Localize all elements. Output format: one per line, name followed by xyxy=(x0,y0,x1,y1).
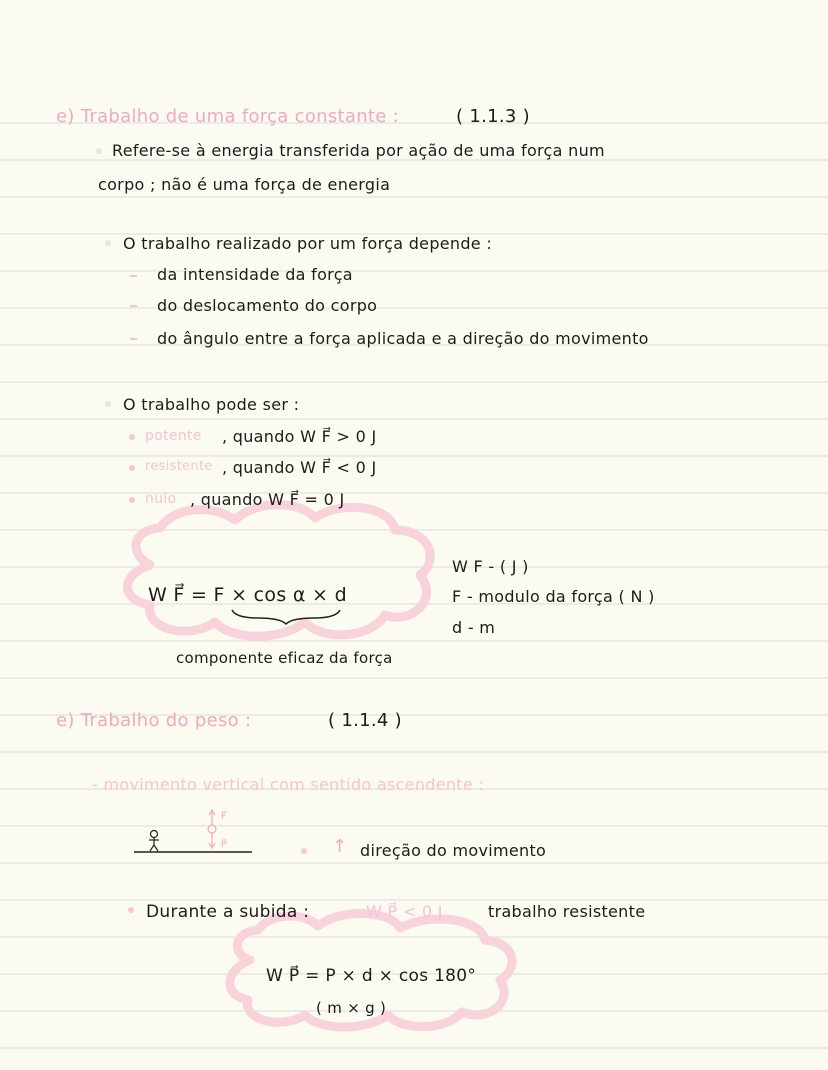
legend-line-2: F - modulo da força ( N ) xyxy=(452,587,655,606)
bullet-dot xyxy=(129,434,135,440)
can-be-text-3: , quando W F⃗ = 0 J xyxy=(190,490,345,509)
can-be-term-1: potente xyxy=(145,428,202,444)
bullet-dot xyxy=(301,848,307,854)
intro-line-1: Refere-se à energia transferida por ação de uma força num xyxy=(112,141,605,160)
stick-figure-sketch xyxy=(130,806,260,858)
weight-label: P⃗ xyxy=(221,840,227,850)
can-be-title: O trabalho pode ser : xyxy=(123,395,300,414)
depends-title: O trabalho realizado por um força depende : xyxy=(123,234,493,253)
dash-marker xyxy=(130,305,137,307)
section2-heading: e) Trabalho do peso : xyxy=(56,710,252,731)
depends-item-3: do ângulo entre a força aplicada e a direção do movimento xyxy=(157,329,649,348)
during-condition: W P⃗ < 0 J xyxy=(366,902,443,921)
can-be-text-1: , quando W F⃗ > 0 J xyxy=(222,427,377,446)
section2-ref: ( 1.1.4 ) xyxy=(328,710,402,731)
force-label: F⃗ xyxy=(221,812,227,822)
bullet-dot xyxy=(128,907,134,913)
can-be-text-2: , quando W F⃗ < 0 J xyxy=(222,458,377,477)
can-be-term-2: resistente xyxy=(145,459,213,474)
depends-item-1: da intensidade da força xyxy=(157,265,353,284)
during-title: Durante a subida : xyxy=(146,902,310,922)
dash-marker xyxy=(130,338,137,340)
formula-weight-note: ( m × g ) xyxy=(316,999,387,1017)
formula-weight: W P⃗ = P × d × cos 180° xyxy=(266,966,477,986)
legend-line-1: W F - ( J ) xyxy=(452,557,529,576)
formula-note: componente eficaz da força xyxy=(176,649,393,667)
bullet-dot xyxy=(129,497,135,503)
can-be-term-3: nulo xyxy=(145,491,177,507)
during-result: trabalho resistente xyxy=(488,902,646,921)
section1-heading: e) Trabalho de uma força constante : xyxy=(56,106,400,127)
dash-marker xyxy=(130,275,137,277)
direction-text: direção do movimento xyxy=(360,841,547,860)
formula-work: W F⃗ = F × cos α × d xyxy=(148,584,347,606)
intro-line-2: corpo ; não é uma força de energia xyxy=(98,175,391,194)
bullet-dot xyxy=(96,148,102,154)
legend-line-3: d - m xyxy=(452,618,496,637)
bullet-dot xyxy=(105,401,111,407)
bullet-dot xyxy=(129,465,135,471)
section1-ref: ( 1.1.3 ) xyxy=(456,106,530,127)
depends-item-2: do deslocamento do corpo xyxy=(157,296,378,315)
section2-subheading: - movimento vertical com sentido ascendente : xyxy=(92,775,485,794)
brace-underline xyxy=(228,606,348,626)
bullet-dot xyxy=(105,240,111,246)
up-arrow-icon: ↑ xyxy=(332,836,348,857)
